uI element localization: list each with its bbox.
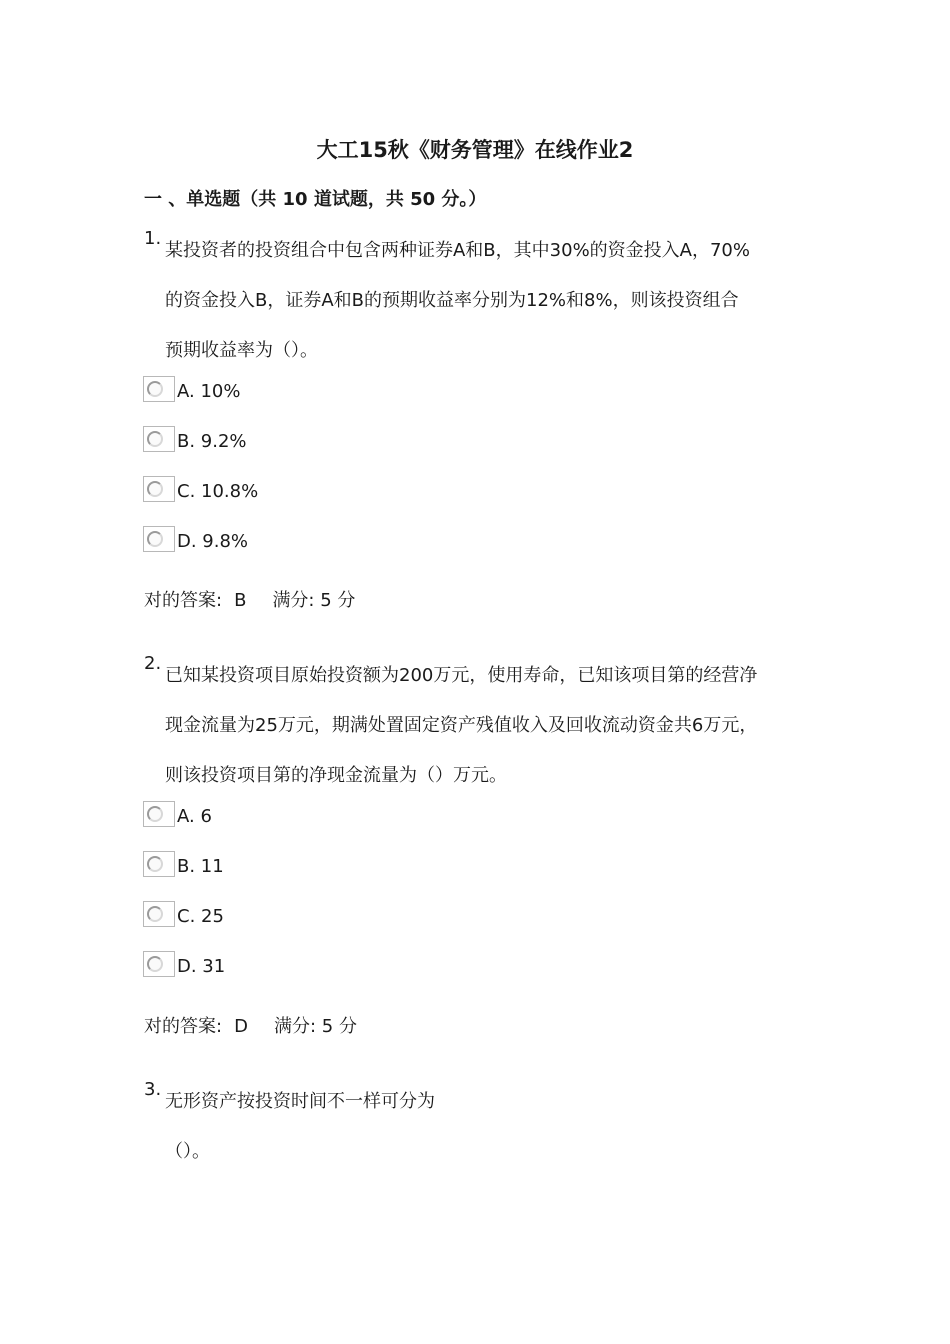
radio-button[interactable] <box>143 901 175 927</box>
answer-label: 对的答案: <box>144 1016 223 1037</box>
radio-circle-icon <box>147 531 163 547</box>
score-value: 5 分 <box>320 590 356 611</box>
question-1-number: 1. <box>144 228 162 249</box>
radio-circle-icon <box>147 856 163 872</box>
radio-circle-icon <box>147 431 163 447</box>
radio-button[interactable] <box>143 526 175 552</box>
radio-circle-icon <box>147 956 163 972</box>
radio-button[interactable] <box>143 801 175 827</box>
radio-button[interactable] <box>143 426 175 452</box>
question-3-line-1: 无形资产按投资时间不一样可分为 <box>165 1091 435 1112</box>
radio-circle-icon <box>147 806 163 822</box>
question-3-number: 3. <box>144 1079 162 1100</box>
option-label: B. 11 <box>177 856 224 877</box>
score-label: 满分: <box>272 590 315 611</box>
radio-button[interactable] <box>143 476 175 502</box>
question-1-answer-line <box>144 589 355 613</box>
option-label: C. 10.8% <box>177 481 259 502</box>
option-label: A. 6 <box>177 806 212 827</box>
page-title: 大工15秋《财务管理》在线作业2 <box>316 138 634 162</box>
question-2-line-1: 已知某投资项目原始投资额为200万元，使用寿命，已知该项目第的经营净 <box>165 665 758 686</box>
question-3-line-2: （）。 <box>165 1141 210 1162</box>
option-label: C. 25 <box>177 906 224 927</box>
section-heading: 一 、单选题（共 10 道试题，共 50 分。） <box>144 189 487 210</box>
question-2-line-3: 则该投资项目第的净现金流量为（）万元。 <box>165 765 507 786</box>
answer-label: 对的答案: <box>144 590 223 611</box>
option-label: B. 9.2% <box>177 431 247 452</box>
radio-button[interactable] <box>143 951 175 977</box>
question-1-line-3: 预期收益率为（）。 <box>165 340 318 361</box>
score-value: 5 分 <box>321 1016 357 1037</box>
radio-circle-icon <box>147 481 163 497</box>
question-1-line-2: 的资金投入B，证券A和B的预期收益率分别为12%和8%，则该投资组合 <box>165 290 739 311</box>
question-1-text <box>165 226 825 376</box>
answer-value: D <box>234 1016 248 1037</box>
radio-circle-icon <box>147 381 163 397</box>
radio-circle-icon <box>147 906 163 922</box>
question-2-answer-line <box>144 1015 357 1039</box>
question-2-number: 2. <box>144 653 162 674</box>
question-3-text <box>165 1077 825 1177</box>
answer-value: B <box>234 590 247 611</box>
question-2-text <box>165 651 825 801</box>
radio-button[interactable] <box>143 851 175 877</box>
option-label: A. 10% <box>177 381 241 402</box>
option-label: D. 9.8% <box>177 531 249 552</box>
option-label: D. 31 <box>177 956 226 977</box>
score-label: 满分: <box>273 1016 317 1037</box>
radio-button[interactable] <box>143 376 175 402</box>
question-2-line-2: 现金流量为25万元，期满处置固定资产残值收入及回收流动资金共6万元， <box>165 715 758 736</box>
question-1-line-1: 某投资者的投资组合中包含两种证券A和B，其中30%的资金投入A，70% <box>165 240 750 261</box>
